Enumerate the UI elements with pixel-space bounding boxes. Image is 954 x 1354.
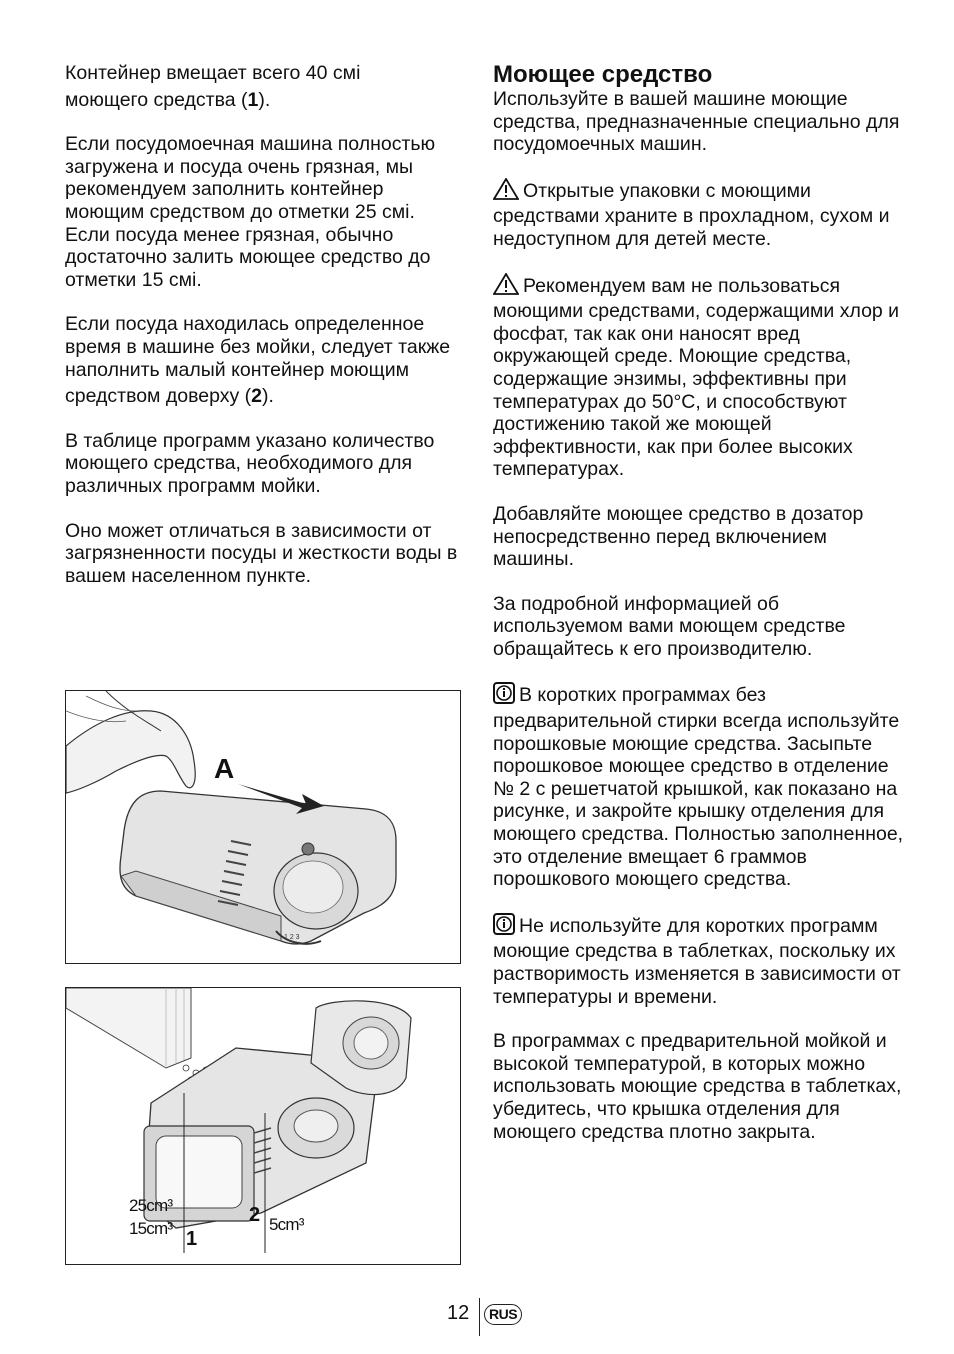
arrow-icon [236,776,326,816]
warning-chlorine: Рекомендуем вам не пользоваться моющими средствами, содержащими хлор и фосфат, так как они наносят вред окружающей среде. Моющие средства, содержащие энзимы, эффективны при температурах до 50°C, и способствуют достижению такой же моющей эффективности, как при более высоких температурах. [493,274,900,481]
info-short-programs-powder: В коротких программах без предварительной стирки всегда используйте порошковые моющие средства. Засыпьте порошковое моющее средство в отделение № 2 с решетчатой крышкой, как показано на рисунке, и закройте крышку отделения для моющего средства. Полностью заполненное, это отделение вмещает 6 граммов порошкового моющего средства. [493,684,904,891]
page-number: 12 [447,1302,470,1324]
info-icon [493,682,515,710]
dispenser-closed-illustration [66,691,460,963]
info-icon [493,913,515,941]
paragraph-manufacturer: За подробной информацией об используемом вами моющем средстве обращайтесь к его производителю. [493,592,846,660]
label-1: 1 [186,1228,198,1250]
warning-triangle-icon [493,178,519,206]
section-title: Моющее средство [493,61,713,88]
label-25cm3: 25cm³ [129,1196,173,1215]
right-column [493,62,913,1165]
paragraph-variation: Оно может отличаться в зависимости от загрязненности посуды и жесткости воды в вашем населенном пункте. [65,519,458,587]
paragraph-use-dishwasher-detergent: Используйте в вашей машине моющие средства, предназначенные специально для посудомоечных машин. [493,88,900,156]
figure-dispenser-closed [65,690,461,964]
info-no-tablets: Не используйте для коротких программ моющие средства в таблетках, поскольку их растворимость изменяется в зависимости от температуры и времени. [493,914,901,1008]
label-a: A [214,753,235,784]
paragraph-prewash-tablets: В программах с предварительной мойкой и высокой температурой, в которых можно использовать моющие средства в таблетках, убедитесь, что крышка отделения для моющего средства плотно закрыта. [493,1030,902,1143]
left-column [65,62,465,609]
paragraph-small-container: Если посуда находилась определенное время в машине без мойки, следует также наполнить малый контейнер моющим средством доверху (2). [65,313,451,408]
language-badge: RUS [484,1304,522,1325]
footer-divider [479,1298,480,1336]
label-15cm3: 15cm³ [129,1219,173,1238]
paragraph-add-before-start: Добавляйте моющее средство в дозатор непосредственно перед включением машины. [493,502,864,571]
warning-storage: Открытые упаковки с моющими средствами храните в прохладном, сухом и недоступном для детей месте. [493,179,890,250]
label-2: 2 [249,1204,261,1226]
figure-dispenser-open [65,987,461,1265]
warning-triangle-icon [493,273,519,301]
paragraph-program-table: В таблице программ указано количество моющего средства, необходимого для различных программ мойки. [65,429,435,497]
paragraph-full-load: Если посудомоечная машина полностью загружена и посуда очень грязная, мы рекомендуем заполнить контейнер моющим средством до отметки 25 смі. Если посуда менее грязная, обычно достаточно залить моющее средство до отметки 15 смі. [65,133,436,291]
label-5cm3: 5cm³ [269,1215,304,1234]
dispenser-open-illustration [66,988,460,1264]
paragraph-capacity: Контейнер вмещает всего 40 смі моющего средства (1). [65,62,361,111]
svg-text:1 2 3: 1 2 3 [284,934,300,941]
